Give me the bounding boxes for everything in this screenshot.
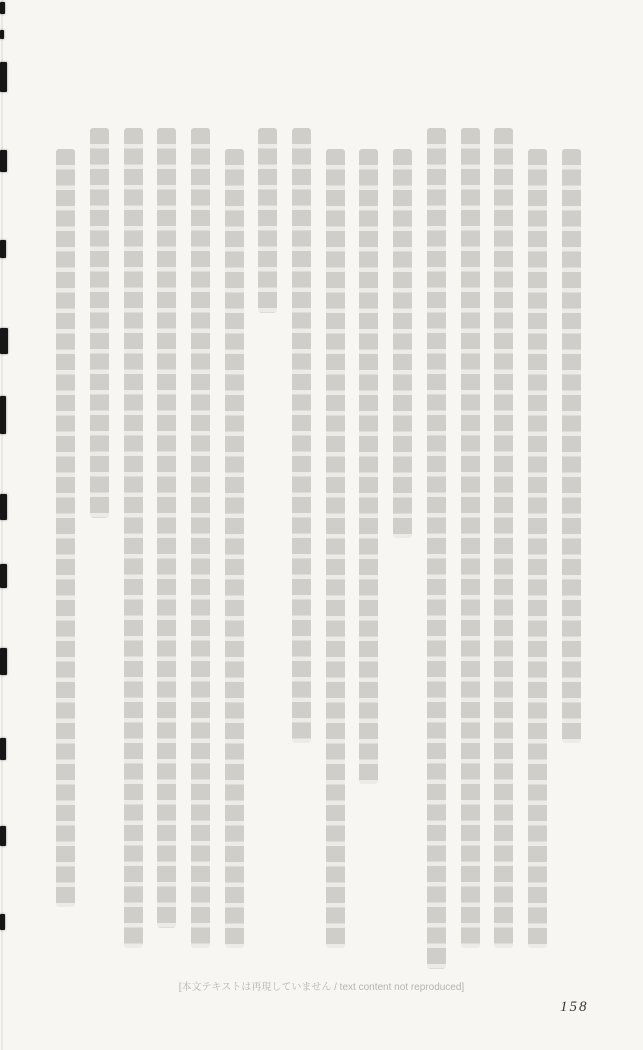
binding-mark xyxy=(0,648,7,675)
text-column-bar xyxy=(461,128,480,948)
binding-mark xyxy=(0,914,5,930)
text-column-bar xyxy=(191,128,210,948)
page-number: 158 xyxy=(560,999,589,1015)
text-column-bar xyxy=(258,128,277,313)
text-column-bar xyxy=(124,128,143,948)
text-column-bar xyxy=(326,149,345,949)
text-column-bar xyxy=(494,128,513,948)
binding-mark xyxy=(0,738,6,760)
binding-mark xyxy=(0,494,7,520)
binding-mark xyxy=(0,30,4,39)
binding-mark xyxy=(0,826,6,846)
text-column-bar xyxy=(427,128,446,969)
binding-mark xyxy=(0,150,7,172)
text-column-bar xyxy=(393,149,412,539)
binding-mark xyxy=(0,240,6,258)
text-column-bar xyxy=(359,149,378,785)
text-column-bar xyxy=(56,149,75,908)
text-column-bar xyxy=(528,149,547,949)
binding-mark xyxy=(0,62,7,92)
binding-mark xyxy=(0,328,8,354)
text-column-bar xyxy=(157,128,176,928)
text-column-bar xyxy=(225,149,244,949)
text-column-bar xyxy=(90,128,109,518)
binding-mark xyxy=(0,2,5,14)
binding-mark xyxy=(0,564,7,588)
binding-mark xyxy=(0,396,6,434)
text-column-bar xyxy=(562,149,581,744)
redaction-notice: [本文テキストは再現していません / text content not reproduced] xyxy=(178,982,465,993)
text-column-bar xyxy=(292,128,311,743)
